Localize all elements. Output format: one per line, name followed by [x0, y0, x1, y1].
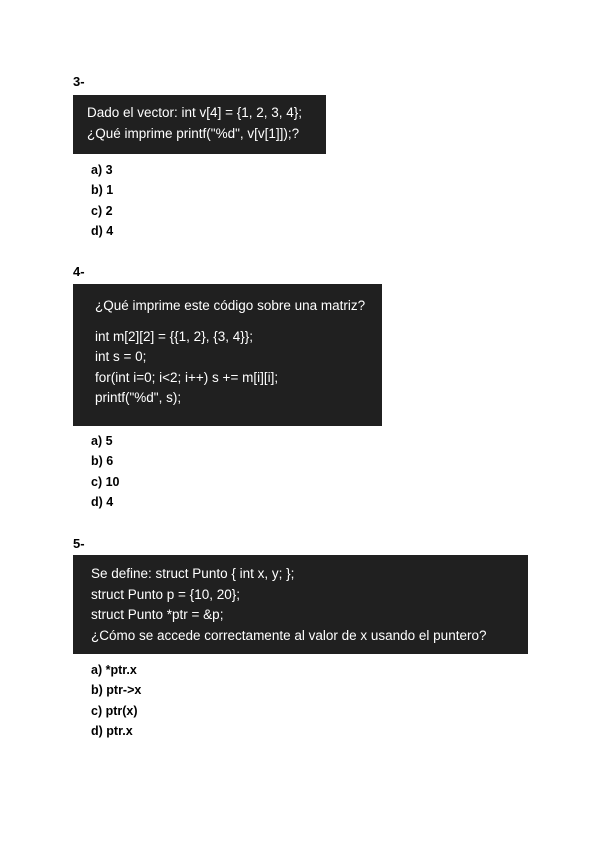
answer-option: b) ptr->x	[91, 683, 142, 698]
code-line: struct Punto p = {10, 20};	[91, 586, 240, 602]
code-line: ¿Cómo se accede correctamente al valor de x usando el puntero?	[91, 627, 487, 643]
code-line: for(int i=0; i<2; i++) s += m[i][i];	[95, 369, 279, 385]
answer-options	[91, 660, 141, 741]
question-number: 4-	[73, 264, 85, 279]
answer-option: d) 4	[91, 494, 114, 509]
question-number: 5-	[73, 536, 85, 551]
answer-option: c) 2	[91, 203, 113, 218]
code-line: int s = 0;	[95, 349, 147, 364]
answer-option: b) 1	[91, 183, 114, 198]
code-block	[73, 284, 382, 426]
answer-option: c) ptr(x)	[91, 703, 138, 718]
answer-option: d) 4	[91, 223, 114, 238]
code-line: ¿Qué imprime printf("%d", v[v[1]]);?	[87, 125, 300, 141]
answer-option: a) 3	[91, 163, 113, 177]
answer-option: d) ptr.x	[91, 723, 133, 738]
answer-options	[91, 431, 120, 512]
code-block	[73, 95, 326, 154]
code-prompt: ¿Qué imprime este código sobre una matriz?	[95, 298, 366, 313]
code-line: printf("%d", s);	[95, 390, 182, 405]
answer-options	[91, 160, 113, 241]
code-line: Se define: struct Punto { int x, y; };	[91, 566, 295, 581]
answer-option: a) 5	[91, 434, 113, 448]
code-line: struct Punto *ptr = &p;	[91, 607, 224, 622]
answer-option: c) 10	[91, 474, 120, 489]
answer-option: b) 6	[91, 454, 114, 469]
question-number: 3-	[73, 74, 85, 89]
code-block	[73, 555, 528, 654]
code-line: int m[2][2] = {{1, 2}, {3, 4}};	[95, 328, 253, 344]
answer-option: a) *ptr.x	[91, 663, 137, 677]
code-line: Dado el vector: int v[4] = {1, 2, 3, 4};	[87, 105, 303, 120]
